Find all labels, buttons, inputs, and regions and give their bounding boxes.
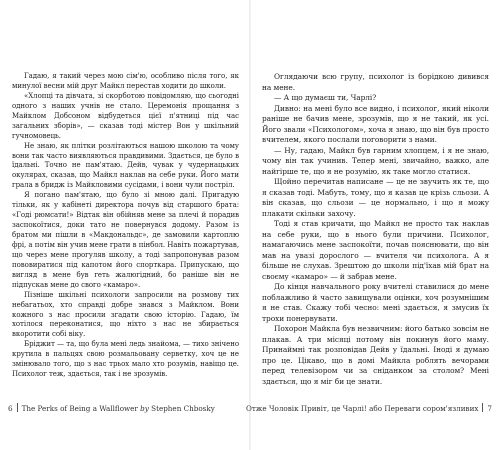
left-page-footer bbox=[8, 403, 215, 414]
paragraph: Тоді я став кричати, що Майкл не просто так наклав на себе руки, що в нього були причини. Психолог, намагаючись мене заспокоїти, почав пояснювати, що він мав на увазі дорослого — вчителя чи психолога. А я більше не слухав. Зрештою до школи під'їхав мій брат на своєму «камаро» — й забрав мене. bbox=[262, 219, 489, 281]
footer-prefix: Отже bbox=[245, 404, 267, 413]
footer-title-part3: або Переваги сором'язливих bbox=[369, 404, 479, 413]
left-page-body bbox=[12, 72, 239, 380]
paragraph: — А що думаєш ти, Чарлі? bbox=[274, 93, 377, 102]
paragraph: Дивно: на мені було все видно, і психолог, який ніколи раніше не бачив мене, зрозумів, що я не такий, як усі. Його звали «Психологом», хоча я знаю, що він був просто вчителем, якого послали поговорити з нами. bbox=[262, 103, 489, 144]
paragraph: Я погано пам'ятаю, що було зі мною далі. Пригадую тільки, як у кабінеті директора почув від старшого брата: «Годі рюмсати!» Відтак він обійняв мене за плечі й порадив заспокоїтися, доки тато не повернувся додому. Разом із братом ми пішли в «Макдональдс», де замовили картоплю фрі, а потім він учив мене грати в пінбол. Навіть пожартував, що через мене прогуляв школу, а тоді запропонував разом пововиратися під капотом його спорткара. Припускаю, що вигляд в мене був геть жалюгідний, бо раніше він не підпускав мене до свого «камаро». bbox=[12, 191, 239, 289]
footer-title-part2: Привіт, це Чарлі! bbox=[300, 404, 367, 413]
author-name: Stephen Chbosky bbox=[151, 404, 215, 413]
by-label: by bbox=[140, 404, 149, 413]
right-page bbox=[245, 0, 500, 450]
paragraph: «Хлопці та дівчата, зі скорботою повідомляю, що сьогодні одного з наших учнів не стало. Церемонія прощання з Майклом Добсоном відбудеться цієї п'ятниці під час загальних зборів», — сказав тоді містер Вон у шкільний гучномовець. bbox=[12, 91, 239, 140]
paragraph: Щойно перечитав написане — це не звучить як те, що я сказав тоді. Мабуть, тому, що я казав це крізь сльози. А він сказав, що сльози — це нормально, і що я можу плакати скільки захочу. bbox=[262, 177, 489, 218]
paragraph: — Ну, гадаю, Майкл був гарним хлопцем, і я не знаю, чому він так учинив. Тепер мені, звичайно, важко, але найгірше те, що я не розумію, як таке могло статися. bbox=[262, 145, 489, 176]
right-page-footer bbox=[246, 403, 492, 414]
paragraph: Оглядаючи всю групу, психолог із борідкою дивився на мене. bbox=[262, 72, 489, 92]
paragraph: Бріджит — та, що була мені ледь знайома, — тихо знічено крутила в пальцях свою розмальовану серветку, хоч це не змінювало того, що з нас трьох мало хто розумів, навіщо це. Психолог теж, здається, так і не зрозумів. bbox=[12, 340, 239, 379]
book-title: The Perks of Being a Wallflower bbox=[21, 404, 138, 413]
page-number: 7 bbox=[487, 404, 492, 413]
footer-separator bbox=[17, 403, 18, 412]
paragraph: Гадаю, я такий через мою сім'ю, особливо після того, як минулої весни мій друг Майкл перестав ходити до школи. bbox=[12, 72, 239, 90]
footer-title-part1: Чоловік bbox=[268, 404, 299, 413]
paragraph: Пізніше шкільні психологи запросили на розмову тих небагатьох, хто справді добре знався з Майклом. Вони кожного з нас просили згадати свою історію. Гадаю, їм хотілося переконатися, що ніхто з нас не збирається вкоротити собі віку. bbox=[12, 290, 239, 339]
page-number: 6 bbox=[8, 404, 13, 413]
footer-separator bbox=[482, 403, 483, 412]
paragraph: До кінця навчального року вчителі ставилися до мене поблажливо й часто завищували оцінки, хоч розумнішим я не став. Скажу тобі чесно: мені здається, я змусив їх трохи понервувати. bbox=[262, 282, 489, 323]
paragraph: Не знаю, як плітки розлітаються нашою школою та чому вони так часто виявляються правдивими. Здається, це було в їдальні. Точно не пам'ятаю. Дейв, чувак у чудернацьких окулярах, сказав, що Майкл наклав на себе руки. Його мати грала в бридж із Майкловими сусідами, і вони чули постріл. bbox=[12, 141, 239, 190]
right-page-body bbox=[262, 72, 489, 387]
paragraph: Похорон Майкла був незвичним: його батько зовсім не плакав. А три місяці потому він покинув його маму. Принаймні так розповідав Дейв у їдальні. Іноді я думаю про це. Цікаво, що в домі Майкла роблять вечорами перед телевізором чи за сніданком за столом? Мені здається, що я міг би це знати. bbox=[262, 324, 489, 386]
